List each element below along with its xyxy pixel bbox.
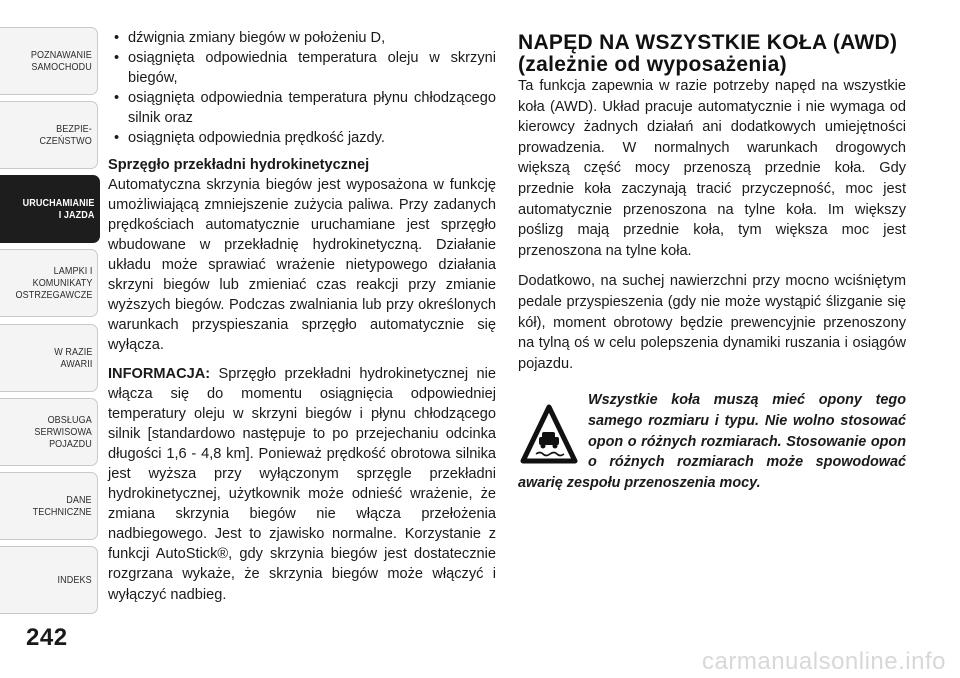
section-subheading: Sprzęgło przekładni hydrokinetycznej [108,156,370,173]
info-text: Sprzęgło przekładni hydrokinetycznej nie włącza się do momentu osiągnięcia odpowiedniej temperatury oleju w skrzyni biegów i płynu chłodzącego silnik [standardowo następuje to po przejechaniu odcinka długości 1,6 - 4,8 km]. Ponieważ prędkość obrotowa silnika jest wyższa przy wyłączonym sprzęgle przekładni hydrokinetycznej, użytkownik może odnieść wrażenie, że zmiana skrzynia biegów nie włącza przełożenia nadbiegowego. Jest to zjawisko normalne. Korzystanie z funkcji AutoStick®, gdy skrzynia biegów jest dostatecznie rozgrzana wykaże, że skrzynia biegów może włączyć i wyłączyć nadbieg. [108,365,496,603]
list-item: • osiągnięta odpowiednia prędkość jazdy. [108,128,496,148]
body-paragraph: Ta funkcja zapewnia w razie potrzeby napęd na wszystkie koła (AWD). Układ pracuje automatycznie i nie wymaga od kierowcy żadnych działań ani dodatkowych umiejętności prowadzenia. W normalnych warunkach drogowych większą część mocy przenoszą przednie koła. Gdy przednie koła zaczynają tracić przyczepność, moc jest automatycznie przenoszona na tylne koła. Im większy poślizg mają przednie koła, tym większa moc jest przenoszona na tylne koła. [518,78,906,259]
tab-lampki-i-komunikaty[interactable] [0,249,98,317]
list-item: • dźwignia zmiany biegów w położeniu D, [108,28,496,48]
tab-indeks[interactable] [0,546,98,614]
tab-uruchamianie-i-jazda[interactable] [0,175,100,243]
bullet-icon: • [114,50,120,67]
list-item: • osiągnięta odpowiednia temperatura oleju w skrzyni biegów, [114,50,496,87]
warning-box [518,390,906,493]
right-column [518,32,906,493]
warning-text: Wszystkie koła muszą mieć opony tego samego rozmiaru i typu. Nie wolno stosować opon o różnych rozmiarach. Stosowanie opon o różnych rozmiarach może spowodować awarię zespołu przenoszenia mocy. [518,392,906,491]
slippery-road-warning-icon [520,404,578,466]
left-column [108,28,496,605]
tab-label: DANE TECHNICZNE [32,494,92,518]
tab-label: W RAZIE AWARII [53,346,92,370]
section-heading: NAPĘD NA WSZYSTKIE KOŁA (AWD) (zależnie od wyposażenia) [518,31,898,76]
tab-label: URUCHAMIANIE I JAZDA [22,197,94,221]
tab-bezpieczenstwo[interactable] [0,101,98,169]
watermark: carmanualsonline.info [702,648,946,675]
condition-list [108,28,496,149]
tab-label: BEZPIE- CZEŃSTWO [39,123,92,147]
bullet-icon: • [114,90,120,107]
tab-dane-techniczne[interactable] [0,472,98,540]
page-number: 242 [26,624,68,651]
tab-label: POZNAWANIE SAMOCHODU [31,49,92,73]
info-note [108,364,496,605]
tab-label: LAMPKI I KOMUNIKATY OSTRZEGAWCZE [15,265,92,301]
tab-poznawanie-samochodu[interactable] [0,27,98,95]
list-item: • osiągnięta odpowiednia temperatura płynu chłodzącego silnik oraz [114,90,496,127]
tab-w-razie-awarii[interactable] [0,324,98,392]
bullet-icon: • [114,30,120,46]
body-paragraph: Automatyczna skrzynia biegów jest wyposażona w funkcję umożliwiającą zmniejszenie zużycia paliwa. Przy zadanych prędkościach automatycznie uruchamiane jest sprzęgło wbudowane w przekładnię hydrokinetyczną. Działanie układu może sprawiać wrażenie nietypowego działania skrzyni biegów lub zmieniać czas reakcji przy zmianie wyższych biegów. Podczas zwalniania lub przy określonych warunkach przyspieszania sprzęgło automatycznie się wyłącza. [108,176,496,354]
tab-label: INDEKS [57,574,92,586]
bullet-icon: • [114,130,120,147]
tab-obsluga-serwisowa[interactable] [0,398,98,466]
tab-label: OBSŁUGA SERWISOWA POJAZDU [34,414,92,450]
body-paragraph: Dodatkowo, na suchej nawierzchni przy mocno wciśniętym pedale przyspieszenia (gdy nie może wystąpić ślizganie się kół), moment obrotowy będzie prewencyjnie przenoszony na tylną oś w celu polepszenia dynamiki ruszania i osiągów pojazdu. [518,273,906,372]
info-label: INFORMACJA: [108,365,211,382]
